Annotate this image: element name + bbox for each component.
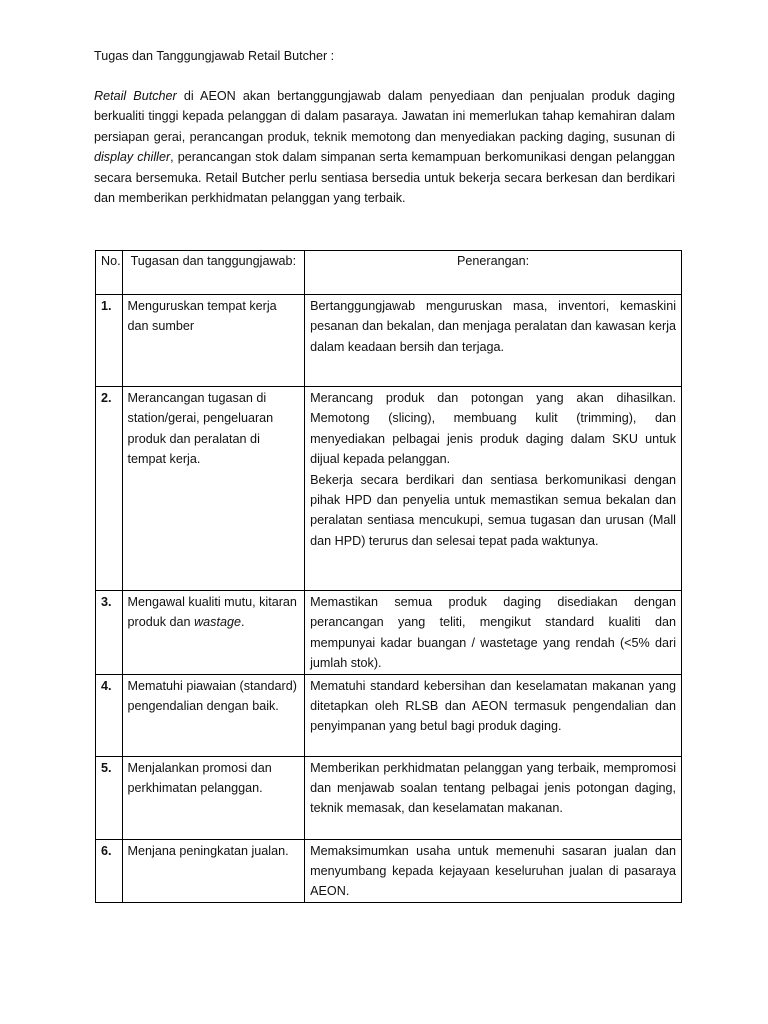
row-description xyxy=(305,387,682,591)
row-task: Menguruskan tempat kerja dan sumber xyxy=(122,295,305,387)
table-row xyxy=(96,839,682,902)
document-title: Tugas dan Tanggungjawab Retail Butcher : xyxy=(94,49,335,63)
table-row xyxy=(96,756,682,839)
row-task: Menjalankan promosi dan perkhimatan pelanggan. xyxy=(122,756,305,839)
header-task: Tugasan dan tanggungjawab: xyxy=(122,251,305,295)
row-number: 6. xyxy=(96,839,123,902)
intro-text-part1: di AEON akan bertanggungjawab dalam penyediaan dan penjualan produk daging berkualiti tinggi kepada pelanggan di dalam pasaraya. Jawatan ini memerlukan tahap kemahiran dalam persiapan gerai, perancangan produk, teknik memotong dan menyediakan packing daging, susunan di xyxy=(94,89,675,144)
row-description: Memaksimumkan usaha untuk memenuhi sasaran jualan dan menyumbang kepada kejayaan keseluruhan jualan di pasaraya AEON. xyxy=(305,839,682,902)
duties-table xyxy=(95,250,682,903)
row-description: Bertanggungjawab menguruskan masa, inventori, kemaskini pesanan dan bekalan, dan menjaga peralatan dan kawasan kerja dalam keadaan bersih dan terjaga. xyxy=(305,295,682,387)
table-row xyxy=(96,387,682,591)
row-description-para-2: Bekerja secara berdikari dan sentiasa berkomunikasi dengan pihak HPD dan penyelia untuk memastikan semua bekalan dan peralatan sentiasa mencukupi, semua tugasan dan urusan (Mall dan HPD) terurus dan selesai tepat pada waktunya. xyxy=(310,472,676,548)
row-description: Memastikan semua produk daging disediakan dengan perancangan yang teliti, mengikut standard kualiti dan mempunyai kadar buangan / wastetage yang rendah (<5% dari jumlah stok). xyxy=(305,591,682,675)
table-row xyxy=(96,674,682,756)
row-number: 5. xyxy=(96,756,123,839)
header-desc: Penerangan: xyxy=(305,251,682,295)
intro-italic-display-chiller: display chiller xyxy=(94,150,171,165)
table-row xyxy=(96,591,682,675)
row-task-end: . xyxy=(240,615,245,630)
intro-lead-italic: Retail Butcher xyxy=(94,89,177,103)
row-number: 4. xyxy=(96,674,123,756)
intro-text-part2: , perancangan stok dalam simpanan serta kemampuan berkomunikasi dengan pelanggan secara bersemuka. Retail Butcher perlu sentiasa bersedia untuk bekerja secara berkesan dan berdikari dan memberikan perkhidmatan pelanggan yang terbaik. xyxy=(94,150,676,206)
row-task-italic: wastage xyxy=(194,615,241,630)
table-header-row xyxy=(96,251,682,295)
row-description-para-1: Merancang produk dan potongan yang akan dihasilkan. Memotong (slicing), membuang kulit (trimming), dan menyediakan pelbagai jenis produk daging dalam SKU untuk dijual kepada pelanggan. xyxy=(310,391,676,467)
header-no: No. xyxy=(96,251,123,295)
row-task: Merancangan tugasan di station/gerai, pengeluaran produk dan peralatan di tempat kerja. xyxy=(122,387,305,591)
row-task: Mematuhi piawaian (standard) pengendalian dengan baik. xyxy=(122,674,305,756)
table-row xyxy=(96,295,682,387)
row-description: Memberikan perkhidmatan pelanggan yang terbaik, mempromosi dan menjawab soalan tentang pelbagai jenis potongan daging, teknik memasak, dan keselamatan makanan. xyxy=(305,756,682,839)
row-task xyxy=(122,591,305,675)
row-number: 1. xyxy=(96,295,123,387)
intro-paragraph xyxy=(94,86,675,208)
row-number: 3. xyxy=(96,591,123,675)
row-number: 2. xyxy=(96,387,123,591)
row-description: Mematuhi standard kebersihan dan keselamatan makanan yang ditetapkan oleh RLSB dan AEON termasuk pengendalian dan penyimpanan yang betul bagi produk daging. xyxy=(305,674,682,756)
row-task-text: Mengawal kualiti mutu, kitaran produk dan xyxy=(127,595,297,630)
row-task: Menjana peningkatan jualan. xyxy=(122,839,305,902)
